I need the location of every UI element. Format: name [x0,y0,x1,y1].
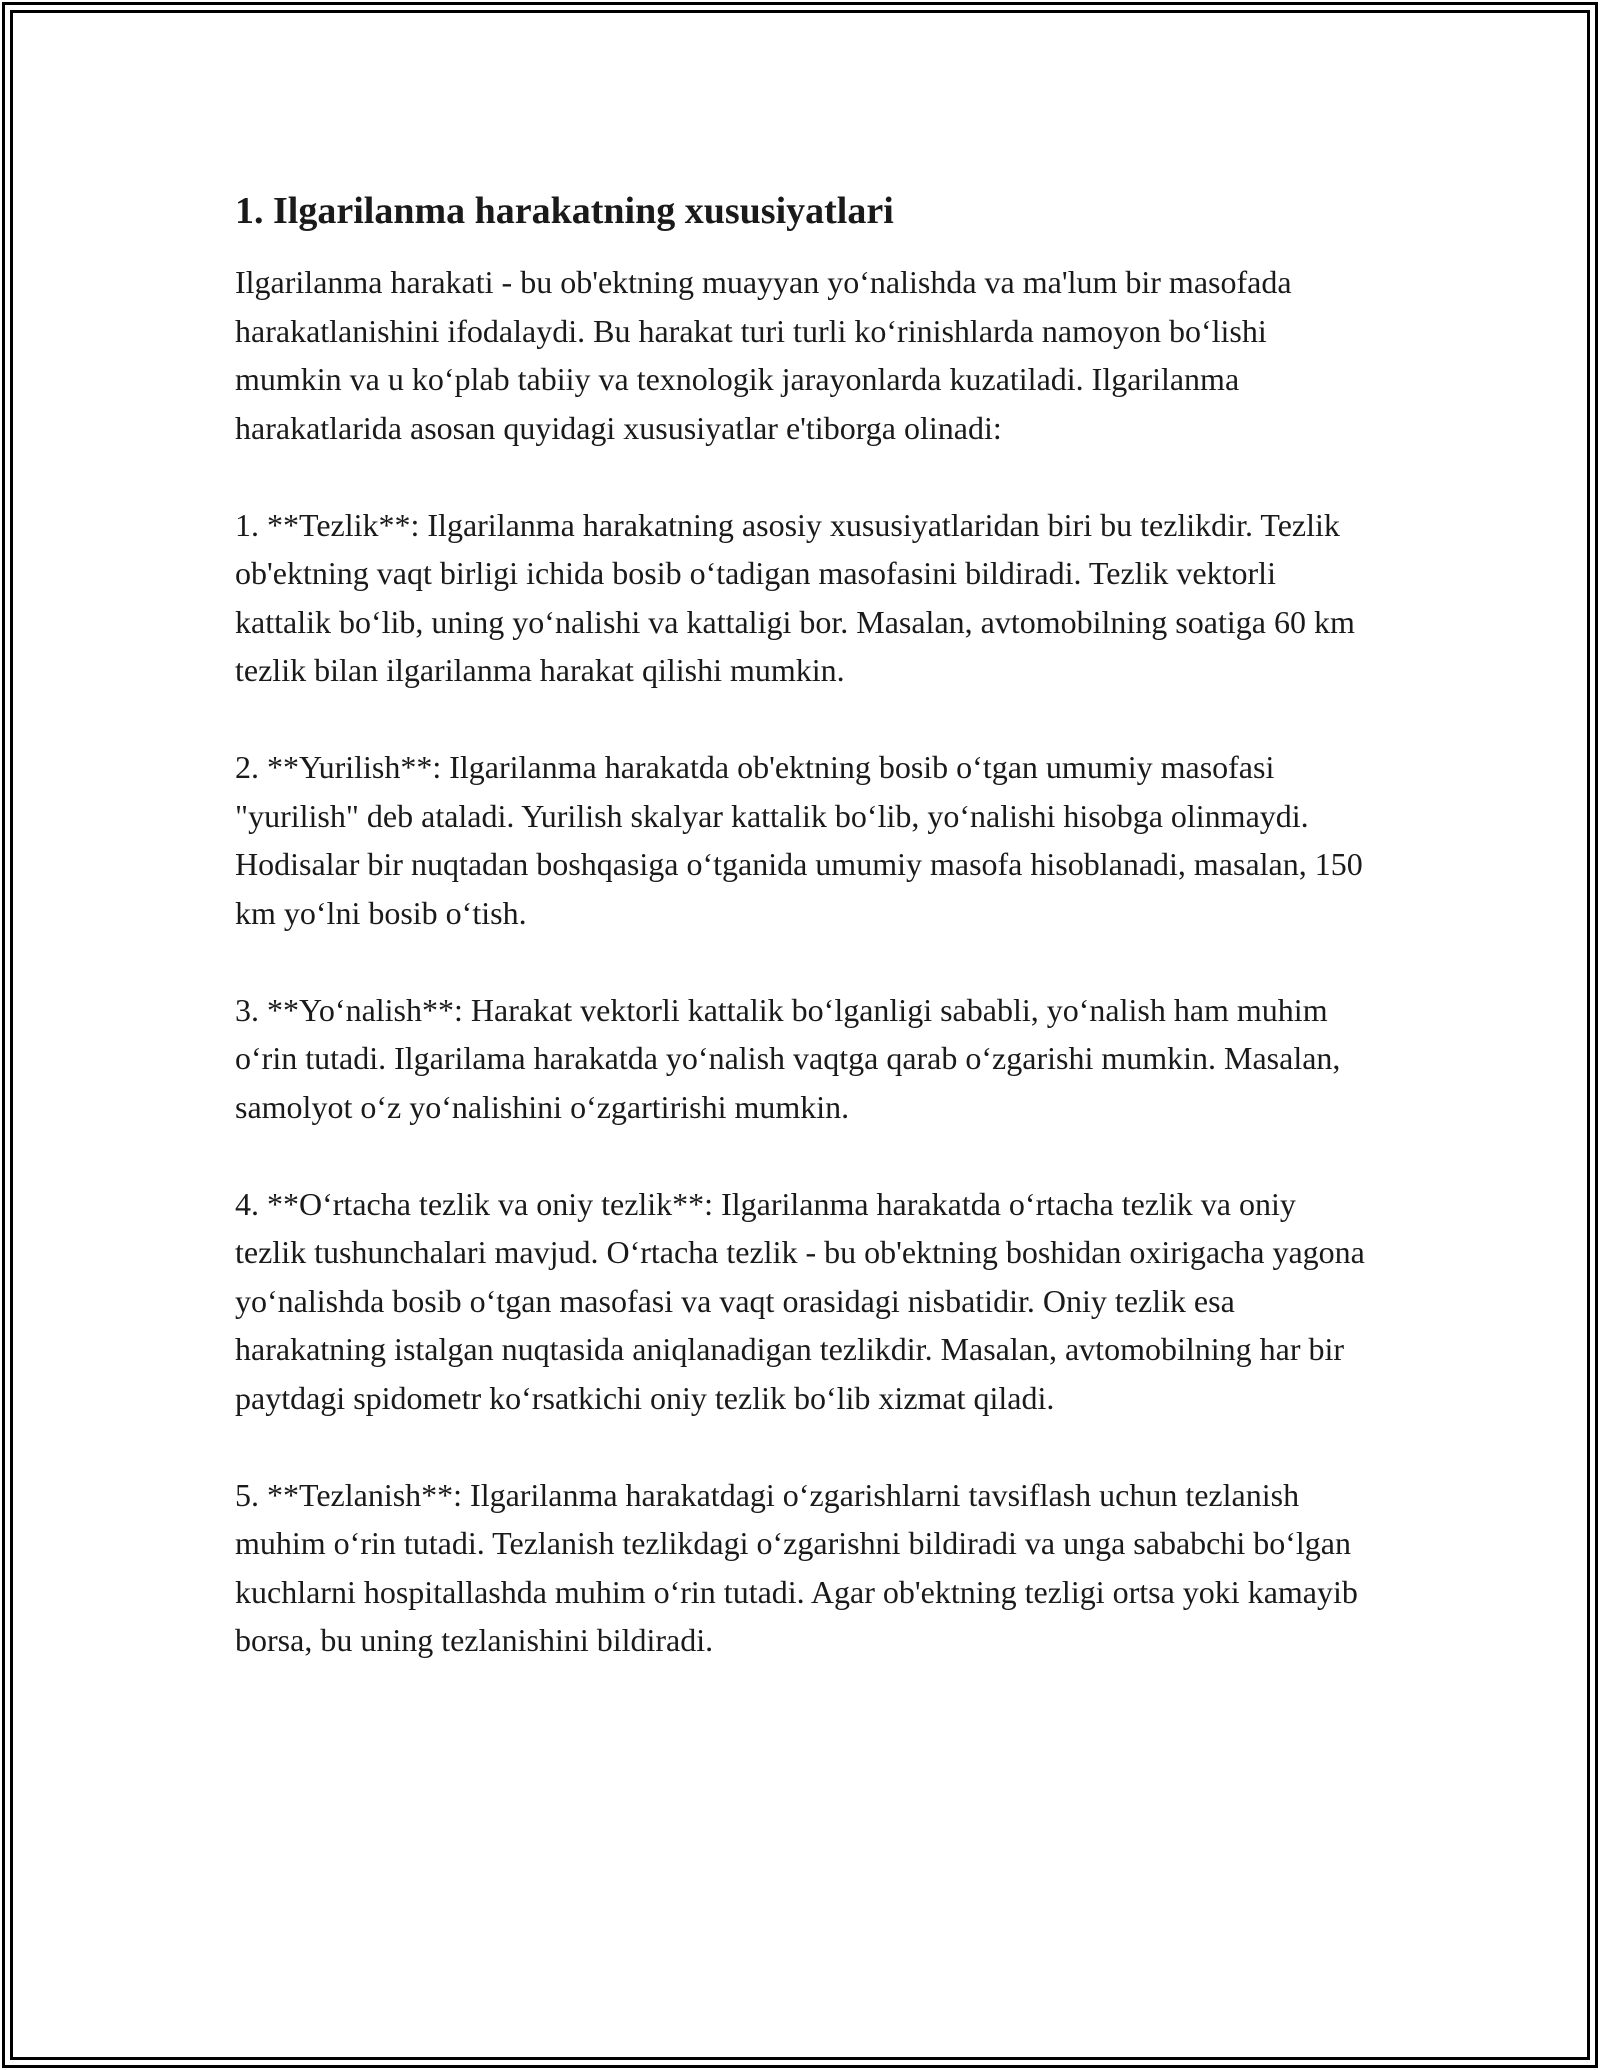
paragraph-intro: Ilgarilanma harakati - bu ob'ektning muayyan yo‘nalishda va ma'lum bir masofada harakatlanishini ifodalaydi. Bu harakat turi turli ko‘rinishlarda namoyon bo‘lishi mumkin va u ko‘plab tabiiy va texnologik jarayonlarda kuzatiladi. Ilgarilanma harakatlarida asosan quyidagi xususiyatlar e'tiborga olinadi: [235,264,1292,446]
document-body [235,186,1365,1665]
paragraph-tezlanish: 5. **Tezlanish**: Ilgarilanma harakatdagi o‘zgarishlarni tavsiflash uchun tezlanish muhim o‘rin tutadi. Tezlanish tezlikdagi o‘zgarishni bildiradi va unga sababchi bo‘lgan kuchlarni hospitallashda muhim o‘rin tutadi. Agar ob'ektning tezligi ortsa yoki kamayib borsa, bu uning tezlanishini bildiradi. [235,1476,1358,1658]
paragraph-tezlik: 1. **Tezlik**: Ilgarilanma harakatning asosiy xususiyatlaridan biri bu tezlikdir. Tezlik ob'ektning vaqt birligi ichida bosib o‘tadigan masofasini bildiradi. Tezlik vektorli kattalik bo‘lib, uning yo‘nalishi va kattaligi bor. Masalan, avtomobilning soatiga 60 km tezlik bilan ilgarilanma harakat qilishi mumkin. [235,506,1355,688]
document-title: 1. Ilgarilanma harakatning xususiyatlari [235,190,894,232]
paragraph-ortacha-tezlik: 4. **O‘rtacha tezlik va oniy tezlik**: Ilgarilanma harakatda o‘rtacha tezlik va oniy tezlik tushunchalari mavjud. O‘rtacha tezlik - bu ob'ektning boshidan oxirigacha yagona yo‘nalishda bosib o‘tgan masofasi va vaqt orasidagi nisbatidir. Oniy tezlik esa harakatning istalgan nuqtasida aniqlanadigan tezlikdir. Masalan, avtomobilning har bir paytdagi spidometr ko‘rsatkichi oniy tezlik bo‘lib xizmat qiladi. [235,1185,1365,1416]
paragraph-yonalish: 3. **Yo‘nalish**: Harakat vektorli kattalik bo‘lganligi sababli, yo‘nalish ham muhim o‘rin tutadi. Ilgarilama harakatda yo‘nalish vaqtga qarab o‘zgarishi mumkin. Masalan, samolyot o‘z yo‘nalishini o‘zgartirishi mumkin. [235,991,1341,1125]
paragraph-yurilish: 2. **Yurilish**: Ilgarilanma harakatda ob'ektning bosib o‘tgan umumiy masofasi "yurilish" deb ataladi. Yurilish skalyar kattalik bo‘lib, yo‘nalishi hisobga olinmaydi. Hodisalar bir nuqtadan boshqasiga o‘tganida umumiy masofa hisoblanadi, masalan, 150 km yo‘lni bosib o‘tish. [235,749,1363,931]
